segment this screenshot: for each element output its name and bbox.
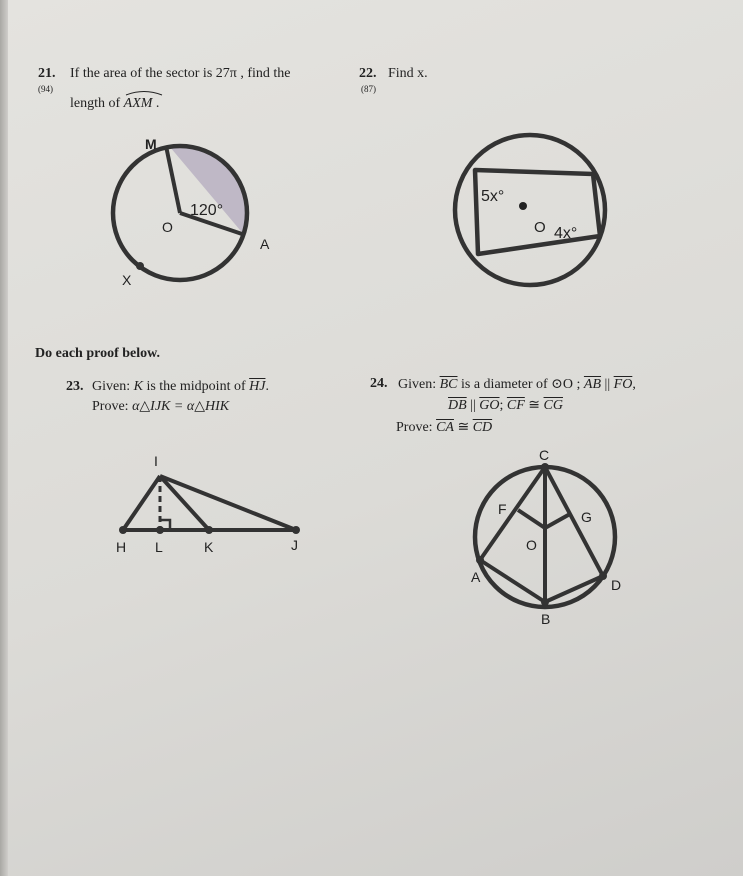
- semicolon: ;: [499, 398, 504, 413]
- problem-21-text-line1: If the area of the sector is 27π , find the: [70, 66, 291, 81]
- prove-statement: α△IJK = α△HIK: [132, 399, 230, 414]
- label-d: D: [611, 577, 622, 593]
- point-j: [292, 526, 300, 534]
- label-o: O: [534, 219, 546, 236]
- side-ij: [160, 476, 296, 530]
- segment-db: $\overline{DB}$: [448, 398, 467, 413]
- problem-21-text-prefix: length of: [70, 96, 121, 111]
- arc-mark-icon: [124, 90, 164, 96]
- page-edge-shadow: [0, 0, 8, 876]
- segment-go: [545, 514, 570, 528]
- segment-ca: $\overline{CA}$: [436, 420, 454, 435]
- congruent-symbol: ≅: [528, 398, 541, 413]
- point-k: [205, 526, 213, 534]
- arc-axm-label: AXM: [123, 96, 153, 111]
- segment-go: $\overline{GO}$: [479, 398, 500, 413]
- label-o: O: [162, 219, 173, 235]
- label-m: M: [145, 136, 157, 152]
- problem-24-given-line1: [398, 376, 636, 393]
- label-h: H: [116, 539, 127, 555]
- segment-ab: $\overline{AB}$: [583, 377, 602, 392]
- label-k: K: [204, 539, 214, 555]
- arc-axm: [124, 92, 153, 112]
- problem-23-given: [92, 379, 269, 395]
- label-x: X: [122, 272, 132, 288]
- circle-proof-figure: [460, 440, 640, 640]
- label-a: A: [471, 569, 481, 585]
- label-i: I: [154, 453, 158, 469]
- point-b: [541, 598, 549, 606]
- problem-24-number: 24.: [370, 376, 388, 391]
- given-text: is the midpoint of: [146, 379, 246, 394]
- segment-bc: $\overline{BC}$: [439, 377, 458, 392]
- problem-22-number: 22.: [359, 66, 377, 81]
- side-ih: [123, 476, 160, 530]
- given-var-k: K: [133, 379, 143, 394]
- problem-21-number: 21.: [38, 66, 56, 81]
- label-o: O: [526, 537, 537, 553]
- label-f: F: [498, 501, 507, 517]
- section-heading: Do each proof below.: [35, 346, 160, 361]
- segment-cg: $\overline{CG}$: [543, 398, 563, 413]
- sector-circle-figure: [110, 130, 290, 300]
- parallel-symbol: ||: [604, 377, 611, 392]
- point-d: [599, 572, 607, 580]
- given-period: .: [265, 379, 269, 394]
- segment-hj: $\overline{HJ}$: [249, 379, 266, 394]
- given-label: Given:: [398, 377, 437, 392]
- problem-24-given-line2: [448, 397, 563, 414]
- angle-120: 120°: [190, 202, 224, 219]
- label-b: B: [541, 611, 551, 627]
- segment-fo: [518, 510, 545, 528]
- quadrilateral: [475, 170, 600, 254]
- angle-5x: 5x°: [481, 188, 505, 205]
- point-l: [156, 526, 164, 534]
- prove-label: Prove:: [92, 399, 129, 414]
- problem-23-number: 23.: [66, 379, 84, 394]
- problem-24-prove: [396, 419, 492, 436]
- point-a: [476, 556, 484, 564]
- segment-cf: $\overline{CF}$: [506, 398, 525, 413]
- label-l: L: [155, 539, 163, 555]
- point-c: [541, 463, 549, 471]
- segment-cd: $\overline{CD}$: [472, 420, 493, 435]
- parallel-symbol-2: ||: [470, 398, 476, 413]
- triangle-figure: [110, 450, 310, 560]
- label-a: A: [260, 236, 270, 252]
- segment-fo: $\overline{FO}$: [613, 377, 633, 392]
- center-o: [519, 202, 527, 210]
- problem-21-text-suffix: .: [155, 96, 160, 111]
- label-j: J: [291, 537, 298, 553]
- label-g: G: [581, 509, 592, 525]
- point-h: [119, 526, 127, 534]
- prove-label: Prove:: [396, 420, 433, 435]
- given-diameter-text: is a diameter of ⊙O ;: [461, 377, 581, 392]
- angle-4x: 4x°: [554, 225, 578, 242]
- problem-22-ref: (87): [361, 84, 376, 94]
- problem-21-ref: (94): [38, 84, 53, 94]
- problem-23-prove: [92, 398, 229, 415]
- comma: ,: [632, 377, 636, 392]
- point-x: [136, 262, 144, 270]
- problem-22-text: Find x.: [388, 66, 428, 81]
- inscribed-quad-figure: [445, 130, 615, 300]
- label-c: C: [539, 447, 550, 463]
- given-label: Given:: [92, 379, 131, 394]
- problem-21-text-line2: [70, 92, 159, 112]
- congruent-symbol-2: ≅: [457, 420, 470, 435]
